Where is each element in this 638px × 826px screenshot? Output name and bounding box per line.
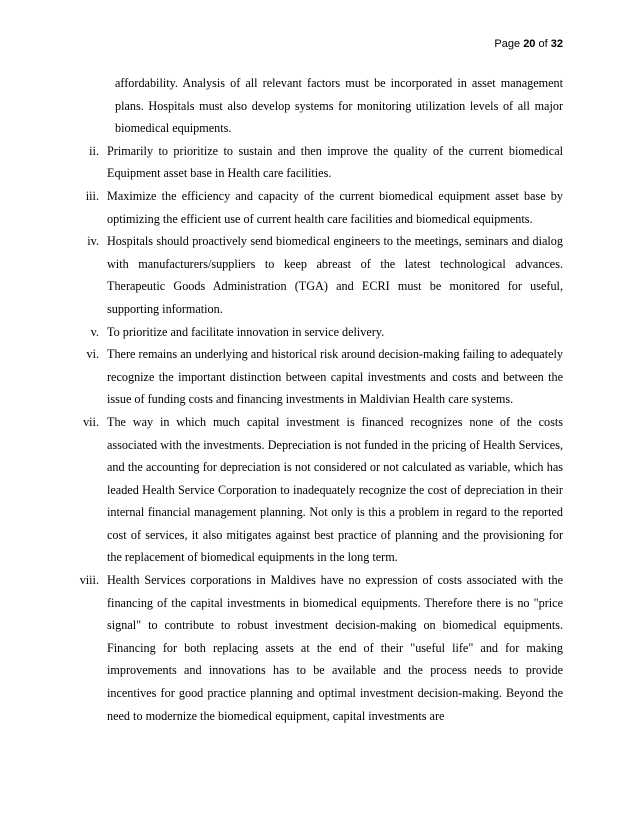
list-item-text: Primarily to prioritize to sustain and then improve the quality of the current biomedical Equipment asset base in Health care facilities. bbox=[107, 143, 563, 181]
document-body bbox=[75, 72, 563, 727]
list-item-text: Hospitals should proactively send biomedical engineers to the meetings, seminars and dialog with manufacturers/suppliers to keep abreast of the latest technological advances. Therapeutic Goods Administration (TGA) and ECRI must be monitored for useful, supporting information. bbox=[107, 234, 563, 316]
total-pages-number: 32 bbox=[550, 38, 563, 50]
current-page-number: 20 bbox=[523, 38, 536, 50]
page-label: Page bbox=[494, 38, 521, 50]
list-item-text: There remains an underlying and historical risk around decision-making failing to adequately recognize the important distinction between capital investments and costs and between the issue of funding costs and financing investments in Maldivian Health care systems. bbox=[107, 347, 563, 407]
list-item-number: v. bbox=[90, 324, 99, 339]
list-item bbox=[75, 569, 563, 727]
list-item-number: ii. bbox=[89, 143, 99, 158]
list-item-text: The way in which much capital investment is financed recognizes none of the costs associated with the investments. Depreciation is not funded in the pricing of Health Services, and the accounting for depreciation is not considered or not calculated as variable, which has leaded Health Service Corporation to inadequately recognize the cost of depreciation in their internal financial management planning. Not only is this a problem in regard to the reported cost of services, it also mitigates against best practice of planning and the provisioning for the replacement of biomedical equipments in the long term. bbox=[107, 414, 563, 565]
list-item bbox=[75, 321, 563, 344]
list-item bbox=[75, 343, 563, 411]
list-item bbox=[75, 140, 563, 185]
of-label: of bbox=[538, 38, 548, 50]
page-number-header bbox=[494, 38, 563, 50]
list-item-text: Maximize the efficiency and capacity of the current biomedical equipment asset base by optimizing the efficient use of current health care facilities and biomedical equipments. bbox=[107, 188, 563, 226]
list-item bbox=[75, 185, 563, 230]
list-item-text: To prioritize and facilitate innovation in service delivery. bbox=[107, 324, 385, 339]
list-item-number: iv. bbox=[87, 234, 99, 249]
list-item bbox=[75, 230, 563, 320]
continued-paragraph: affordability. Analysis of all relevant factors must be incorporated in asset management plans. Hospitals must also develop systems for monitoring utilization levels of all major biomedical equipments. bbox=[115, 76, 563, 136]
list-item-number: vii. bbox=[83, 414, 99, 429]
list-item-text: Health Services corporations in Maldives have no expression of costs associated with the financing of the capital investments in biomedical equipments. Therefore there is no "price signal" to contribute to robust investment decision-making on biomedical equipments. Financing for both replacing assets at the end of their "useful life" and for making improvements and innovations has to be available and the process needs to provide incentives for good practice planning and optimal investment decision-making. Beyond the need to modernize the biomedical equipment, capital investments are bbox=[107, 573, 563, 723]
list-item bbox=[75, 411, 563, 569]
list-item-number: vi. bbox=[86, 347, 99, 362]
list-item-number: iii. bbox=[85, 188, 99, 203]
list-item-number: viii. bbox=[79, 573, 99, 588]
